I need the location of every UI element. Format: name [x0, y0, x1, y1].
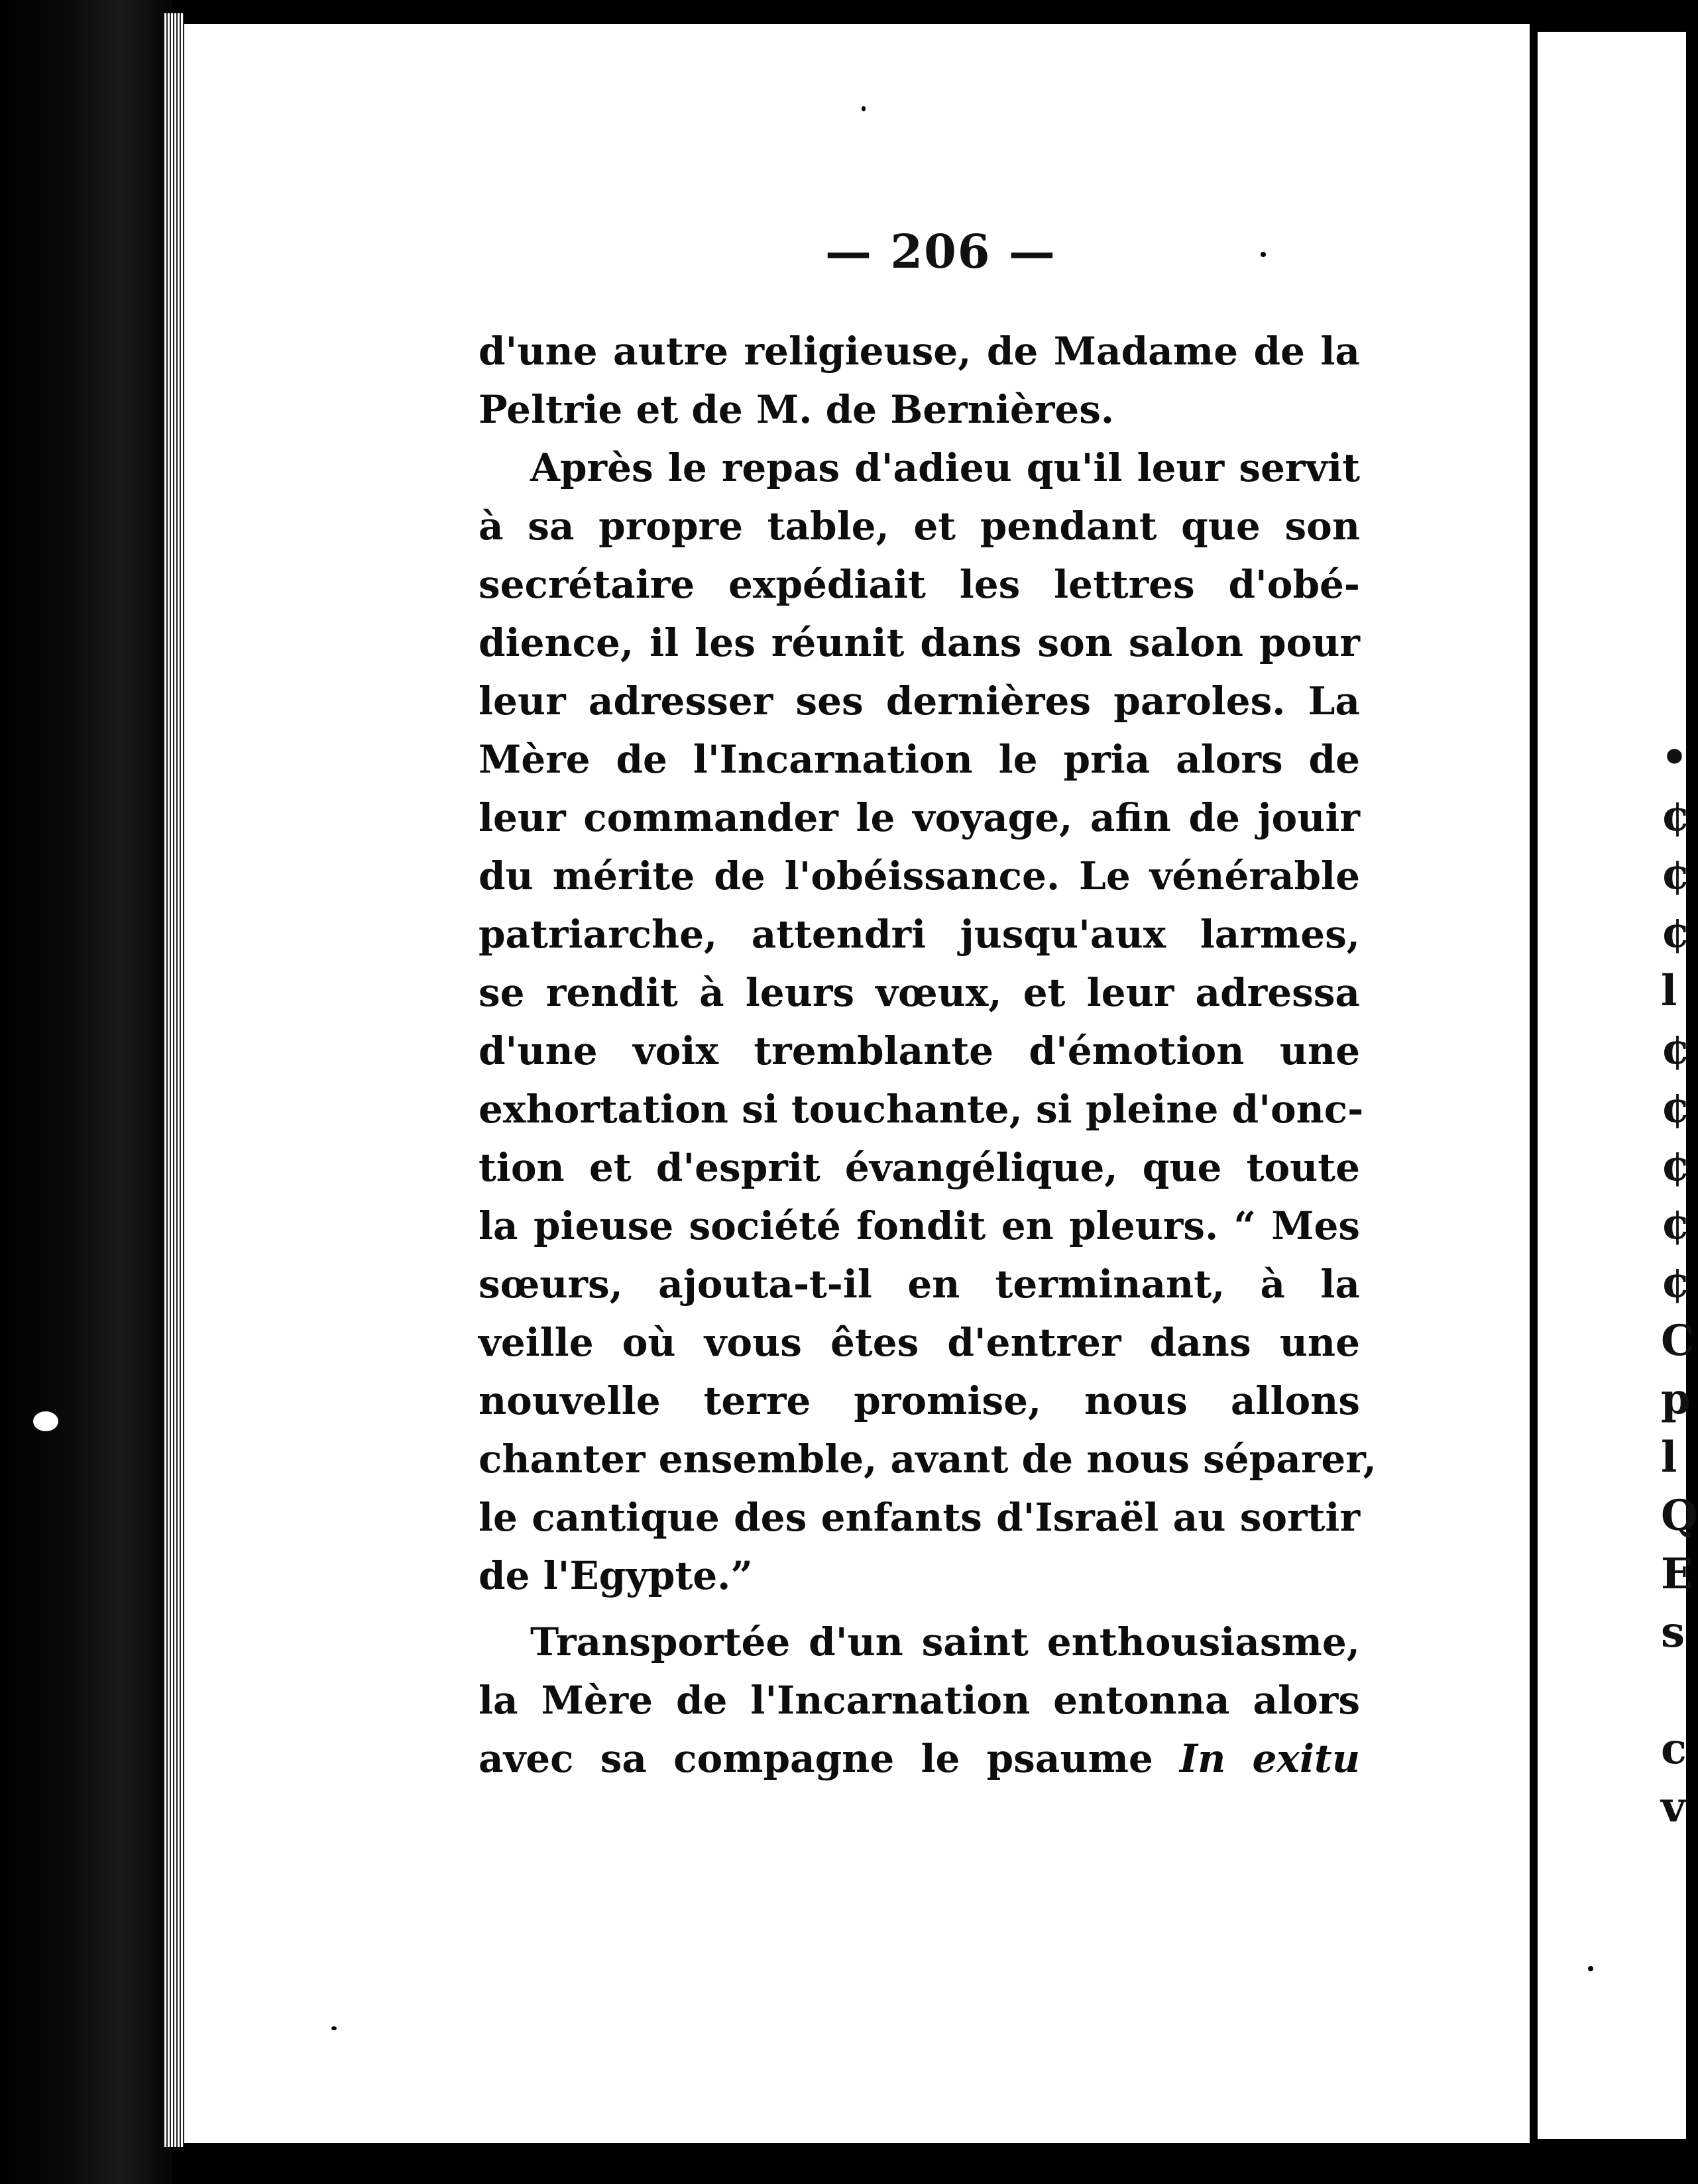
scan-speck [1261, 252, 1266, 257]
text-line: Peltrie et de M. de Bernières. [479, 387, 1115, 432]
paragraph-1 [479, 322, 1360, 439]
text-line: d'une autre religieuse, de Madame de la [479, 329, 1360, 374]
text-line: sœurs, ajouta-t-il en terminant, à la [479, 1262, 1360, 1307]
text-line: Mère de l'Incarnation le pria alors de [479, 737, 1360, 782]
scan-speck [1588, 1966, 1593, 1971]
scan-speck [862, 106, 866, 111]
text-line: d'une voix tremblante d'émotion une [479, 1028, 1360, 1073]
italic-phrase: In exitu [1180, 1736, 1360, 1781]
text-line: de l'Egypte.” [479, 1553, 753, 1598]
text-line [479, 1729, 1360, 1788]
paragraph-3 [479, 1613, 1360, 1788]
text-line: veille où vous êtes d'entrer dans une [479, 1320, 1360, 1365]
text-line: nouvelle terre promise, nous allons [479, 1378, 1360, 1423]
scan-speck [33, 1411, 58, 1431]
facing-page-text-fragments: • ¢ ¢ ¢ l ¢ ¢ ¢ ¢ ¢ C p l Q E s c v [1661, 733, 1698, 1832]
page-number: — 206 — [825, 224, 1056, 279]
book-binding-shadow [0, 0, 172, 2184]
text-line: leur adresser ses dernières paroles. La [479, 679, 1360, 724]
text-line: leur commander le voyage, afin de jouir [479, 795, 1360, 840]
text-line: la Mère de l'Incarnation entonna alors [479, 1678, 1360, 1723]
paragraph-2 [479, 439, 1377, 1605]
text-line: du mérite de l'obéissance. Le vénérable [479, 853, 1360, 899]
text-line: Après le repas d'adieu qu'il leur servit [530, 445, 1360, 490]
body-text [479, 322, 1377, 1788]
text-line: à sa propre table, et pendant que son [479, 504, 1360, 549]
text-line: secrétaire expédiait les lettres d'obé- [479, 562, 1360, 607]
text-line-start: avec sa compagne le psaume [479, 1736, 1153, 1781]
text-line: tion et d'esprit évangélique, que toute [479, 1145, 1360, 1190]
text-line: le cantique des enfants d'Israël au sortir [479, 1495, 1360, 1540]
text-line: Transportée d'un saint enthousiasme, [530, 1619, 1360, 1665]
text-line: la pieuse société fondit en pleurs. “ Mes [479, 1203, 1360, 1248]
text-line: dience, il les réunit dans son salon pour [479, 620, 1360, 665]
page-edges [164, 13, 186, 2147]
text-line: chanter ensemble, avant de nous séparer, [479, 1437, 1377, 1482]
scan-speck [331, 2026, 337, 2030]
text-line: se rendit à leurs vœux, et leur adressa [479, 970, 1360, 1015]
text-line: patriarche, attendri jusqu'aux larmes, [479, 912, 1360, 957]
text-line: exhortation si touchante, si pleine d'onc- [479, 1087, 1364, 1132]
